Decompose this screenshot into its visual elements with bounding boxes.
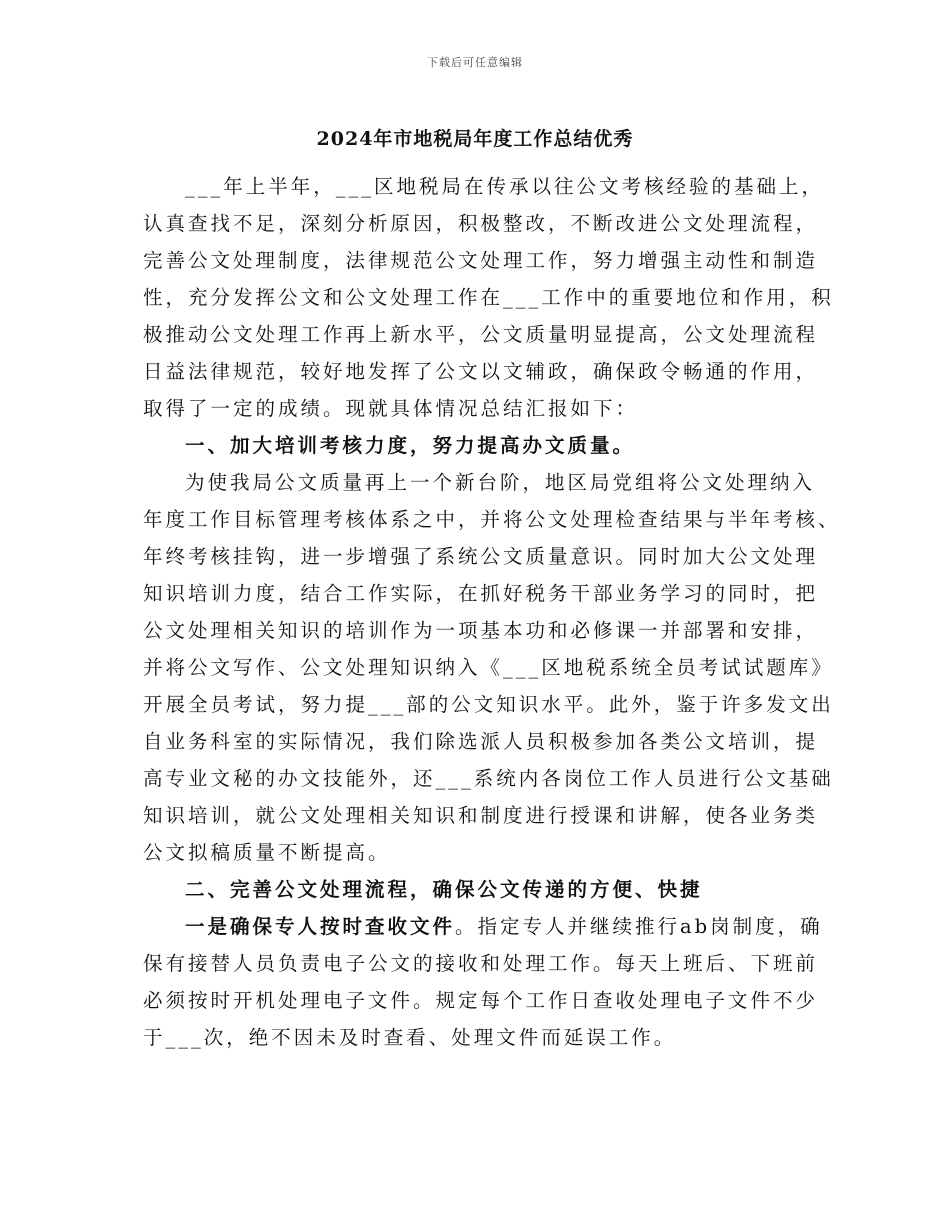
text-line: 极推动公文处理工作再上新水平，公文质量明显提高，公文处理流程 (143, 323, 819, 346)
text-line: 知识培训，就公文处理相关知识和制度进行授课和讲解，使各业务类 (143, 804, 819, 827)
text-line: ___年上半年，___区地税局在传承以往公文考核经验的基础上， (185, 175, 825, 198)
text-line: 必须按时开机处理电子文件。规定每个工作日查收处理电子文件不少 (143, 989, 819, 1012)
text-line: 自业务科室的实际情况，我们除选派人员积极参加各类公文培训，提 (143, 730, 819, 753)
tail-lines (143, 945, 819, 1056)
text-line: 并将公文写作、公文处理知识纳入《___区地税系统全员考试试题库》 (143, 656, 834, 679)
bold-lead-text: 一是确保专人按时查收文件 (185, 915, 456, 938)
body-lines (143, 168, 841, 908)
text-line: 保有接替人员负责电子公文的接收和处理工作。每天上班后、下班前 (143, 952, 819, 975)
text-line: 为使我局公文质量再上一个新台阶，地区局党组将公文处理纳入 (185, 471, 816, 494)
text-line: 年度工作目标管理考核体系之中，并将公文处理检查结果与半年考核、 (143, 508, 841, 531)
text-line: 取得了一定的成绩。现就具体情况总结汇报如下： (143, 397, 639, 420)
document-title: 2024年市地税局年度工作总结优秀 (316, 128, 634, 150)
header-note: 下载后可任意编辑 (427, 56, 523, 69)
document-body (143, 168, 841, 1056)
section-heading: 二、完善公文处理流程，确保公文传递的方便、快捷 (185, 878, 703, 901)
text-line: 认真查找不足，深刻分析原因，积极整改，不断改进公文处理流程， (143, 212, 819, 235)
text-line: 公文处理相关知识的培训作为一项基本功和必修课一并部署和安排， (143, 619, 819, 642)
text-line: 日益法律规范，较好地发挥了公文以文辅政，确保政令畅通的作用， (143, 360, 819, 383)
section-heading: 一、加大培训考核力度，努力提高办文质量。 (185, 434, 636, 457)
text-line: 开展全员考试，努力提___部的公文知识水平。此外，鉴于许多发文出 (143, 693, 834, 716)
text-line: 完善公文处理制度，法律规范公文处理工作，努力增强主动性和制造 (143, 249, 819, 272)
text-line: 于___次，绝不因未及时查看、处理文件而延误工作。 (143, 1026, 677, 1049)
text-line: 知识培训力度，结合工作实际，在抓好税务干部业务学习的同时，把 (143, 582, 819, 605)
text-line: 高专业文秘的办文技能外，还___系统内各岗位工作人员进行公文基础 (143, 767, 834, 790)
text-line: 公文拟稿质量不断提高。 (143, 841, 391, 864)
text-line: 性，充分发挥公文和公文处理工作在___工作中的重要地位和作用，积 (143, 286, 834, 309)
text-line: 年终考核挂钩，进一步增强了系统公文质量意识。同时加大公文处理 (143, 545, 819, 568)
normal-trailing-text: 。指定专人并继续推行ab岗制度，确 (455, 915, 823, 938)
mixed-paragraph-line (143, 908, 823, 945)
